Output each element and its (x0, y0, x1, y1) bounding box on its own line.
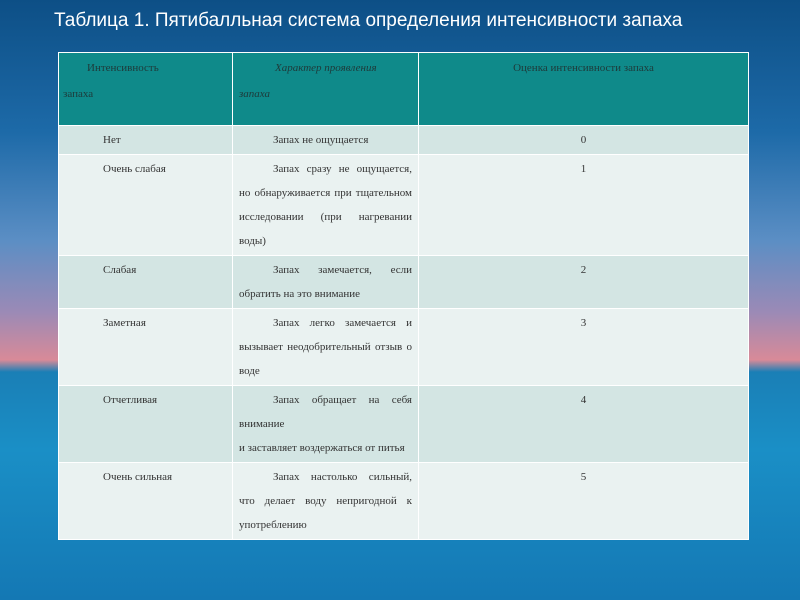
cell-description: Запах легко замечается и вызывает неодобрительный отзыв о воде (233, 309, 419, 386)
cell-score: 2 (419, 256, 749, 309)
slide-title: Таблица 1. Пятибалльная система определения интенсивности запаха (54, 10, 683, 31)
cell-description (233, 386, 419, 463)
table-row (59, 309, 749, 386)
header-character (233, 53, 419, 126)
cell-score: 0 (419, 126, 749, 155)
cell-intensity: Очень сильная (59, 463, 233, 540)
cell-score: 3 (419, 309, 749, 386)
cell-intensity: Отчетливая (59, 386, 233, 463)
cell-intensity: Заметная (59, 309, 233, 386)
cell-description-line2: и заставляет воздержаться от питья (239, 442, 405, 454)
cell-score: 5 (419, 463, 749, 540)
cell-description: Запах сразу не ощущается, но обнаруживается при тщательном исследовании (при нагревании воды) (233, 155, 419, 256)
cell-intensity: Нет (59, 126, 233, 155)
cell-intensity: Очень слабая (59, 155, 233, 256)
table-row (59, 463, 749, 540)
cell-description: Запах не ощущается (233, 126, 419, 155)
table-row (59, 126, 749, 155)
header-character-line1: Характер проявления (275, 62, 377, 74)
odor-intensity-table (58, 52, 749, 540)
table-row (59, 155, 749, 256)
cell-description: Запах настолько сильный, что делает воду непригодной к употреблению (233, 463, 419, 540)
cell-score: 1 (419, 155, 749, 256)
cell-intensity: Слабая (59, 256, 233, 309)
cell-score: 4 (419, 386, 749, 463)
header-intensity (59, 53, 233, 126)
header-intensity-line2: запаха (63, 88, 94, 100)
table-header-row (59, 53, 749, 126)
cell-description-line1: Запах обращает на себя внимание (239, 394, 412, 430)
header-score: Оценка интенсивности запаха (419, 53, 749, 126)
table-row (59, 386, 749, 463)
table-row (59, 256, 749, 309)
cell-description: Запах замечается, если обратить на это внимание (233, 256, 419, 309)
header-intensity-line1: Интенсивность (87, 62, 159, 74)
header-character-line2: запаха (239, 88, 271, 100)
